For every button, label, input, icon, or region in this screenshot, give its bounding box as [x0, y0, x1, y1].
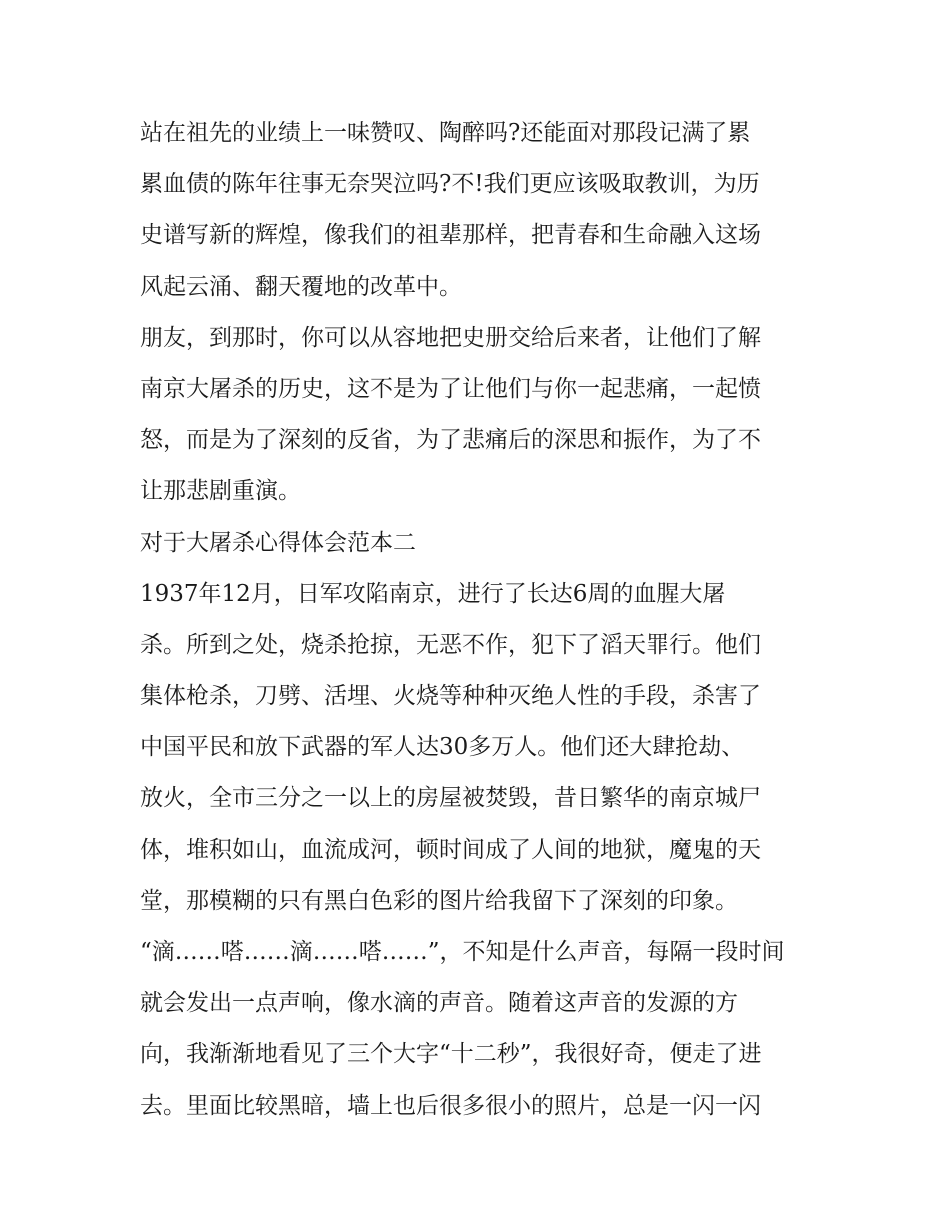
text-line: 就会发出一点声响，像水滴的声音。随着这声音的发源的方: [140, 990, 738, 1017]
text-line: 史谱写新的辉煌，像我们的祖辈那样，把青春和生命融入这场: [140, 222, 761, 249]
text-line: 中国平民和放下武器的军人达30多万人。他们还大肆抢劫、: [140, 734, 745, 761]
text-line: 集体枪杀，刀劈、活埋、火烧等种种灭绝人性的手段，杀害了: [140, 683, 761, 710]
document-text: [140, 108, 820, 1132]
section-heading: 对于大屠杀心得体会范本二: [140, 529, 416, 556]
text-line: 风起云涌、翻天覆地的改革中。: [140, 273, 462, 300]
text-line: 站在祖先的业绩上一味赞叹、陶醉吗?还能面对那段记满了累: [140, 120, 751, 146]
text-line: 怒，而是为了深刻的反省，为了悲痛后的深思和振作，为了不: [140, 427, 761, 454]
text-line: 1937年12月，日军攻陷南京，进行了长达6周的血腥大屠: [140, 580, 726, 607]
text-line: 去。里面比较黑暗，墙上也后很多很小的照片，总是一闪一闪: [140, 1092, 761, 1119]
text-line: 南京大屠杀的历史，这不是为了让他们与你一起悲痛，一起愤: [140, 375, 761, 402]
text-line: 累血债的陈年往事无奈哭泣吗?不!我们更应该吸取教训，为历: [140, 171, 760, 198]
text-line: 朋友，到那时，你可以从容地把史册交给后来者，让他们了解: [140, 324, 761, 351]
text-line: 放火，全市三分之一以上的房屋被焚毁，昔日繁华的南京城尸: [140, 785, 761, 812]
text-line: 让那悲剧重演。: [140, 478, 301, 505]
text-line: 向，我渐渐地看见了三个大字“十二秒”，我很好奇，便走了进: [140, 1041, 762, 1068]
text-line: “滴……嗒……滴……嗒……”，不知是什么声音，每隔一段时间: [140, 939, 785, 965]
text-line: 体，堆积如山，血流成河，顿时间成了人间的地狱，魔鬼的天: [140, 836, 761, 863]
text-line: 杀。所到之处，烧杀抢掠，无恶不作，犯下了滔天罪行。他们: [140, 631, 761, 658]
text-line: 堂，那模糊的只有黑白色彩的图片给我留下了深刻的印象。: [140, 887, 738, 914]
